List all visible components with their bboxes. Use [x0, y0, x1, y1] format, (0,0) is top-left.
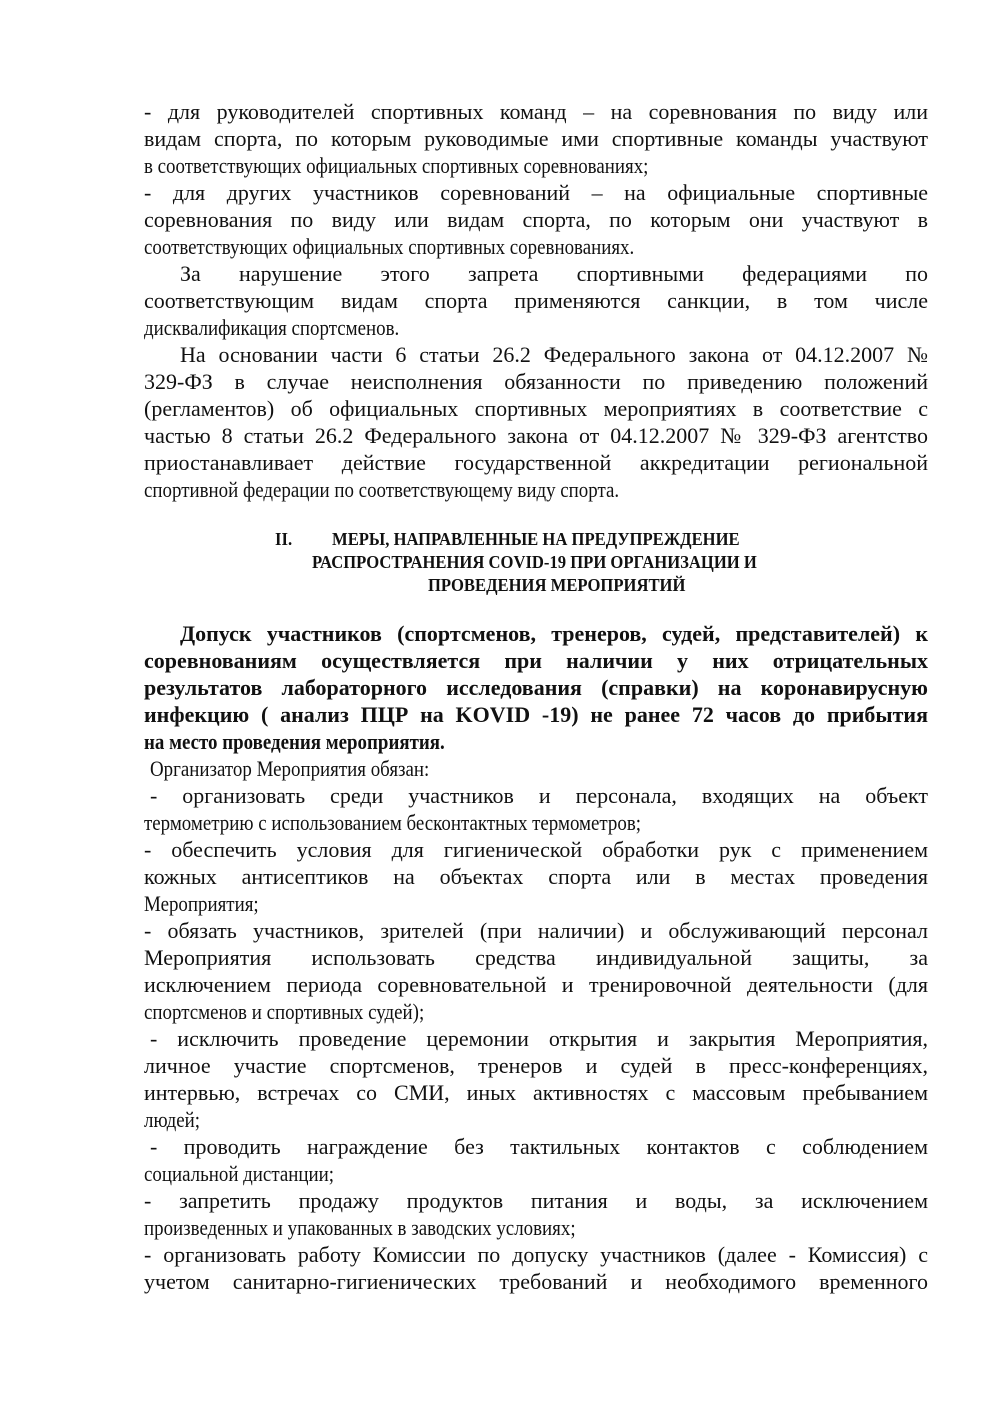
text-line: в соответствующих официальных спортивных соревнованиях; [144, 153, 649, 178]
text-line: соответствующих официальных спортивных соревнованиях. [144, 234, 635, 259]
section-heading-line: МЕРЫ, НАПРАВЛЕННЫЕ НА ПРЕДУПРЕЖДЕНИЕ [332, 529, 740, 549]
text-line: частью 8 статьи 26.2 Федерального закона от 04.12.2007 № 329-ФЗ агентство [144, 423, 928, 448]
obligation-line: Мероприятия; [144, 891, 259, 916]
text-line: (регламентов) об официальных спортивных мероприятиях в соответствие с [144, 396, 928, 421]
text-line: видам спорта, по которым руководимые ими спортивные команды участвуют [144, 126, 928, 151]
text-line: соответствующим видам спорта применяются санкции, в том числе [144, 288, 928, 313]
text-line: спортивной федерации по соответствующему виду спорта. [144, 477, 620, 502]
obligation-line: исключением периода соревновательной и тренировочной деятельности (для [144, 972, 928, 997]
text-line: дисквалификация спортсменов. [144, 315, 400, 340]
obligation-line: учетом санитарно-гигиенических требований и необходимого временного [144, 1269, 928, 1294]
text-line: соревнования по виду или видам спорта, по которым они участвуют в [144, 207, 928, 232]
obligation-line: - организовать среди участников и персонала, входящих на объект [150, 783, 928, 808]
bold-text-line: на место проведения мероприятия. [144, 729, 445, 754]
obligation-line: - исключить проведение церемонии открытия и закрытия Мероприятия, [150, 1026, 928, 1051]
section-heading-line: РАСПРОСТРАНЕНИЯ COVID-19 ПРИ ОРГАНИЗАЦИИ И [312, 552, 757, 572]
obligation-line: людей; [144, 1107, 201, 1132]
obligation-line: - проводить награждение без тактильных контактов с соблюдением [150, 1134, 928, 1159]
obligation-line: Мероприятия использовать средства индивидуальной защиты, за [144, 945, 928, 970]
text-line: приостанавливает действие государственной аккредитации региональной [144, 450, 928, 475]
text-line: За нарушение этого запрета спортивными федерациями по [180, 261, 928, 286]
text-line: - для руководителей спортивных команд – на соревнования по виду или [144, 99, 928, 124]
obligation-line: спортсменов и спортивных судей); [144, 999, 425, 1024]
obligation-line: личное участие спортсменов, тренеров и судей в пресс-конференциях, [144, 1053, 928, 1078]
text-line: - для других участников соревнований – на официальные спортивные [144, 180, 928, 205]
section-heading-line: ПРОВЕДЕНИЯ МЕРОПРИЯТИЙ [428, 575, 686, 595]
bold-text-line: инфекцию ( анализ ПЦР на KOVID -19) не ранее 72 часов до прибытия [144, 702, 928, 727]
obligation-line: - организовать работу Комиссии по допуску участников (далее - Комиссия) с [144, 1242, 928, 1267]
obligation-line: интервью, встречах со СМИ, иных активностях с массовым пребыванием [144, 1080, 928, 1105]
organizer-intro: Организатор Мероприятия обязан: [150, 756, 430, 781]
bold-text-line: результатов лабораторного исследования (справки) на коронавирусную [144, 675, 928, 700]
bold-text-line: соревнованиям осуществляется при наличии у них отрицательных [144, 648, 928, 673]
obligation-line: - обеспечить условия для гигиенической обработки рук с применением [144, 837, 928, 862]
obligation-line: - обязать участников, зрителей (при наличии) и обслуживающий персонал [144, 918, 928, 943]
obligation-line: социальной дистанции; [144, 1161, 334, 1186]
obligation-line: произведенных и упакованных в заводских условиях; [144, 1215, 576, 1240]
section-number: II. [275, 529, 293, 549]
obligation-line: - запретить продажу продуктов питания и воды, за исключением [144, 1188, 928, 1213]
obligation-line: кожных антисептиков на объектах спорта или в местах проведения [144, 864, 928, 889]
bold-text-line: Допуск участников (спортсменов, тренеров, судей, представителей) к [180, 621, 928, 646]
obligation-line: термометрию с использованием бесконтактных термометров; [144, 810, 642, 835]
text-line: На основании части 6 статьи 26.2 Федерального закона от 04.12.2007 № [180, 342, 928, 367]
text-line: 329-ФЗ в случае неисполнения обязанности по приведению положений [144, 369, 928, 394]
